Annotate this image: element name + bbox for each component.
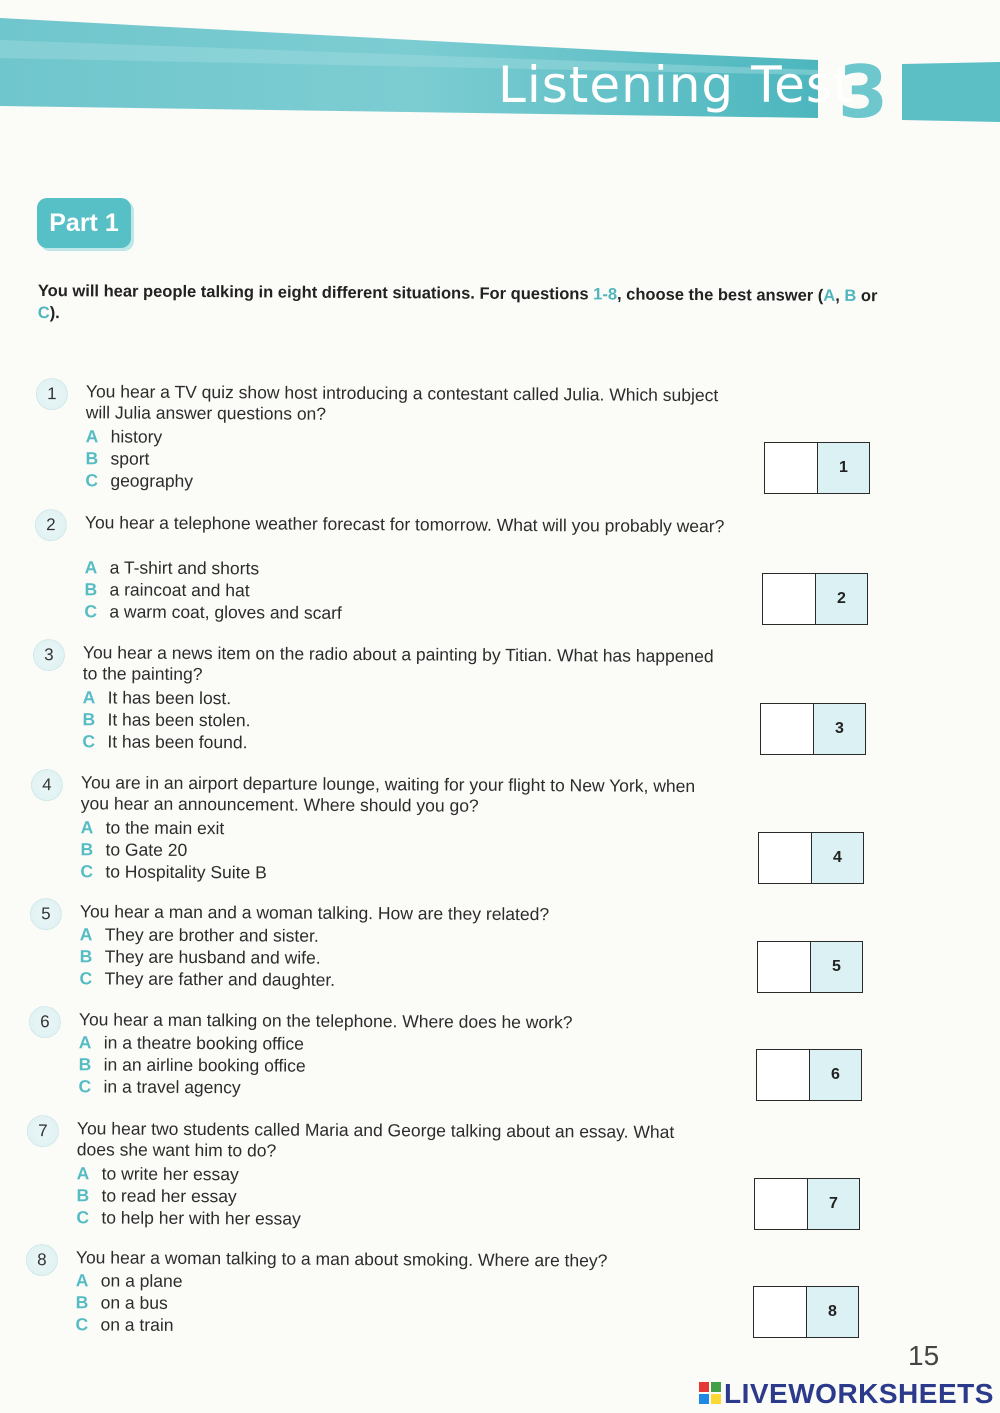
option-letter: C: [76, 1207, 90, 1228]
question-number: 6: [29, 1006, 61, 1038]
option-b[interactable]: [79, 1054, 306, 1076]
option-letter: C: [85, 470, 99, 491]
option-text: It has been found.: [107, 731, 248, 753]
question-7: [26, 1115, 747, 1239]
answer-input-5[interactable]: [758, 942, 811, 992]
option-c[interactable]: [79, 968, 335, 991]
option-a[interactable]: [79, 1032, 304, 1054]
question-number: 8: [26, 1244, 58, 1276]
instructions-text-2: , choose the best answer (: [616, 285, 824, 305]
option-text: on a plane: [100, 1270, 183, 1291]
option-c[interactable]: [84, 601, 342, 624]
option-text: in an airline booking office: [103, 1054, 306, 1076]
option-a-ref: A: [823, 286, 836, 305]
option-letter: C: [78, 1076, 92, 1097]
option-c[interactable]: [75, 1314, 173, 1336]
option-b[interactable]: [80, 946, 321, 968]
answer-box-label: 5: [811, 942, 862, 992]
option-letter: B: [84, 579, 98, 600]
answer-box-3: [760, 703, 866, 755]
test-number: 3: [838, 50, 889, 134]
option-text: It has been lost.: [107, 687, 232, 709]
question-stem: You are in an airport departure lounge, waiting for your flight to New York, when you hear an announcement. Where should you go?: [80, 772, 696, 816]
option-letter: A: [76, 1163, 90, 1184]
option-text: geography: [110, 470, 194, 491]
instructions: [38, 280, 878, 329]
question-stem: You hear a man and a woman talking. How are they related?: [79, 901, 550, 925]
question-number: 7: [27, 1115, 59, 1147]
option-letter: B: [76, 1185, 90, 1206]
option-text: They are husband and wife.: [104, 946, 321, 968]
option-letter: B: [85, 448, 99, 469]
instructions-sep-2: or: [856, 286, 878, 306]
option-text: on a bus: [100, 1292, 168, 1313]
answer-box-5: [757, 941, 863, 993]
question-number: 3: [33, 639, 65, 671]
option-text: to Gate 20: [105, 839, 188, 860]
option-text: They are brother and sister.: [104, 924, 319, 946]
option-text: on a train: [100, 1314, 174, 1335]
option-a[interactable]: [85, 557, 260, 579]
option-letter: A: [84, 557, 98, 578]
page-title: Listening Test: [498, 56, 854, 114]
option-letter: B: [79, 946, 93, 967]
part-badge: Part 1: [37, 198, 131, 248]
option-a[interactable]: [77, 1163, 239, 1185]
option-text: a warm coat, gloves and scarf: [109, 601, 342, 623]
header-banner: [0, 0, 1000, 134]
option-c[interactable]: [80, 861, 267, 883]
answer-box-7: [754, 1178, 860, 1230]
option-b[interactable]: [85, 448, 149, 469]
option-b[interactable]: [80, 839, 187, 861]
instructions-text-3: ).: [49, 304, 60, 323]
answer-input-7[interactable]: [755, 1179, 808, 1229]
option-text: to help her with her essay: [101, 1207, 301, 1229]
answer-box-label: 2: [816, 574, 867, 624]
page-number: 15: [908, 1340, 940, 1371]
option-text: They are father and daughter.: [104, 968, 336, 990]
option-text: to the main exit: [105, 817, 225, 839]
answer-box-6: [756, 1049, 862, 1101]
liveworksheets-logo-icon: [698, 1381, 722, 1405]
option-letter: C: [84, 601, 98, 622]
question-2: [34, 509, 755, 633]
question-8: [25, 1244, 746, 1368]
question-number: 2: [35, 509, 67, 541]
option-letter: A: [79, 924, 93, 945]
question-stem: You hear two students called Maria and George talking about an essay. What does she want him to do?: [76, 1118, 675, 1161]
option-c-ref: C: [37, 303, 50, 323]
answer-box-label: 1: [818, 443, 869, 493]
option-a[interactable]: [80, 924, 319, 946]
option-b[interactable]: [84, 579, 249, 601]
option-text: sport: [110, 448, 150, 469]
option-letter: A: [82, 687, 96, 708]
question-stem: You hear a news item on the radio about a painting by Titian. What has happened to the painting?: [82, 642, 714, 685]
instructions-text-1: You will hear people talking in eight different situations. For questions: [37, 281, 594, 304]
answer-input-2[interactable]: [763, 574, 816, 624]
question-4: [30, 769, 751, 893]
question-number: 4: [31, 769, 63, 801]
question-stem: You hear a woman talking to a man about smoking. Where are they?: [75, 1247, 608, 1271]
option-letter: C: [80, 861, 94, 882]
option-letter: C: [75, 1314, 89, 1335]
answer-input-8[interactable]: [754, 1287, 807, 1337]
option-a[interactable]: [86, 426, 163, 447]
option-b-ref: B: [844, 286, 857, 305]
answer-box-8: [753, 1286, 859, 1338]
watermark-text: LIVEWORKSHEETS: [724, 1378, 994, 1409]
option-text: a T-shirt and shorts: [109, 557, 260, 579]
option-b[interactable]: [76, 1185, 236, 1207]
option-text: to Hospitality Suite B: [105, 861, 267, 883]
option-letter: C: [79, 968, 93, 989]
instructions-sep-1: ,: [835, 286, 845, 305]
question-6: [28, 1006, 749, 1130]
option-text: to read her essay: [101, 1185, 237, 1207]
answer-box-1: [764, 442, 870, 494]
option-text: It has been stolen.: [107, 709, 251, 731]
option-letter: B: [75, 1292, 89, 1313]
answer-box-label: 3: [814, 704, 865, 754]
option-letter: C: [82, 731, 96, 752]
answer-input-1[interactable]: [765, 443, 818, 493]
question-number: 5: [30, 898, 62, 930]
answer-box-4: [758, 832, 864, 884]
option-b[interactable]: [76, 1292, 168, 1314]
option-text: history: [110, 426, 163, 447]
option-text: a raincoat and hat: [109, 579, 250, 601]
option-b[interactable]: [82, 709, 250, 731]
option-a[interactable]: [83, 687, 232, 709]
answer-box-label: 6: [810, 1050, 861, 1100]
option-c[interactable]: [76, 1207, 301, 1229]
option-text: in a travel agency: [103, 1076, 241, 1098]
option-letter: B: [78, 1054, 92, 1075]
answer-input-3[interactable]: [761, 704, 814, 754]
option-letter: A: [85, 426, 99, 447]
option-a[interactable]: [81, 817, 225, 839]
question-range: 1-8: [593, 285, 618, 304]
answer-box-label: 7: [808, 1179, 859, 1229]
option-c[interactable]: [82, 731, 247, 753]
question-stem: You hear a TV quiz show host introducing a contestant called Julia. Which subject will Julia answer questions on?: [85, 381, 719, 424]
question-1: [35, 378, 756, 502]
question-stem: You hear a man talking on the telephone. Where does he work?: [78, 1009, 573, 1033]
question-number: 1: [36, 378, 68, 410]
option-text: to write her essay: [101, 1163, 239, 1185]
option-text: in a theatre booking office: [103, 1032, 304, 1054]
answer-input-4[interactable]: [759, 833, 812, 883]
option-letter: B: [80, 839, 94, 860]
option-c[interactable]: [78, 1076, 240, 1098]
option-c[interactable]: [85, 470, 193, 492]
option-a[interactable]: [76, 1270, 183, 1292]
question-5: [29, 898, 750, 1022]
answer-box-label: 4: [812, 833, 863, 883]
option-letter: B: [82, 709, 96, 730]
option-letter: A: [80, 817, 94, 838]
answer-input-6[interactable]: [757, 1050, 810, 1100]
option-letter: A: [75, 1270, 89, 1291]
question-3: [32, 639, 753, 763]
answer-box-2: [762, 573, 868, 625]
question-stem: You hear a telephone weather forecast for tomorrow. What will you probably wear?: [84, 512, 725, 537]
answer-box-label: 8: [807, 1287, 858, 1337]
option-letter: A: [78, 1032, 92, 1053]
